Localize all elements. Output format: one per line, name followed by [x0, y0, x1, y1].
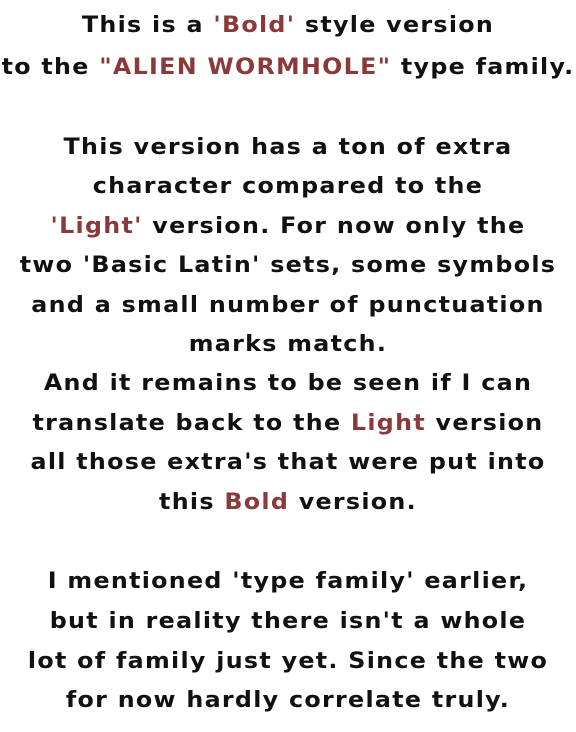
text-segment: to the [1, 55, 100, 80]
light-version-highlight: Light [350, 411, 426, 436]
paragraph-2-line-9: all those extra's that were put into [30, 450, 546, 475]
paragraph-2-line-4: two 'Basic Latin' sets, some symbols [19, 253, 557, 278]
text-segment: This is a [81, 13, 214, 38]
text-segment: style version [295, 13, 495, 38]
text-segment: type family. [391, 55, 575, 80]
paragraph-3-line-4: for now hardly correlate truly. [65, 688, 511, 713]
paragraph-3-line-2: but in reality there isn't a whole [49, 609, 527, 634]
paragraph-2-line-7: And it remains to be seen if I can [43, 371, 533, 396]
text-segment: this [159, 490, 225, 515]
text-segment: translate back to the [32, 411, 351, 436]
bold-style-highlight: 'Bold' [213, 13, 296, 38]
paragraph-2-line-5: and a small number of punctuation [31, 293, 545, 318]
paragraph-2-line-10 [0, 488, 576, 518]
paragraph-1-line-2 [0, 53, 576, 83]
paragraph-3-line-1: I mentioned 'type family' earlier, [47, 569, 529, 594]
paragraph-2-line-6: marks match. [188, 332, 388, 357]
text-segment: version. [289, 490, 417, 515]
paragraph-2-line-1: This version has a ton of extra [63, 135, 513, 160]
paragraph-2-line-3 [0, 212, 576, 242]
paragraph-3-line-3: lot of family just yet. Since the two [27, 649, 549, 674]
paragraph-2-line-8 [0, 409, 576, 439]
paragraph-1-line-1 [0, 11, 576, 41]
paragraph-2-line-2: character compared to the [92, 174, 484, 199]
light-style-highlight: 'Light' [50, 214, 143, 239]
text-segment: version. For now only the [142, 214, 526, 239]
bold-version-highlight: Bold [224, 490, 290, 515]
font-name-highlight: "ALIEN WORMHOLE" [99, 55, 392, 80]
text-segment: version [425, 411, 544, 436]
